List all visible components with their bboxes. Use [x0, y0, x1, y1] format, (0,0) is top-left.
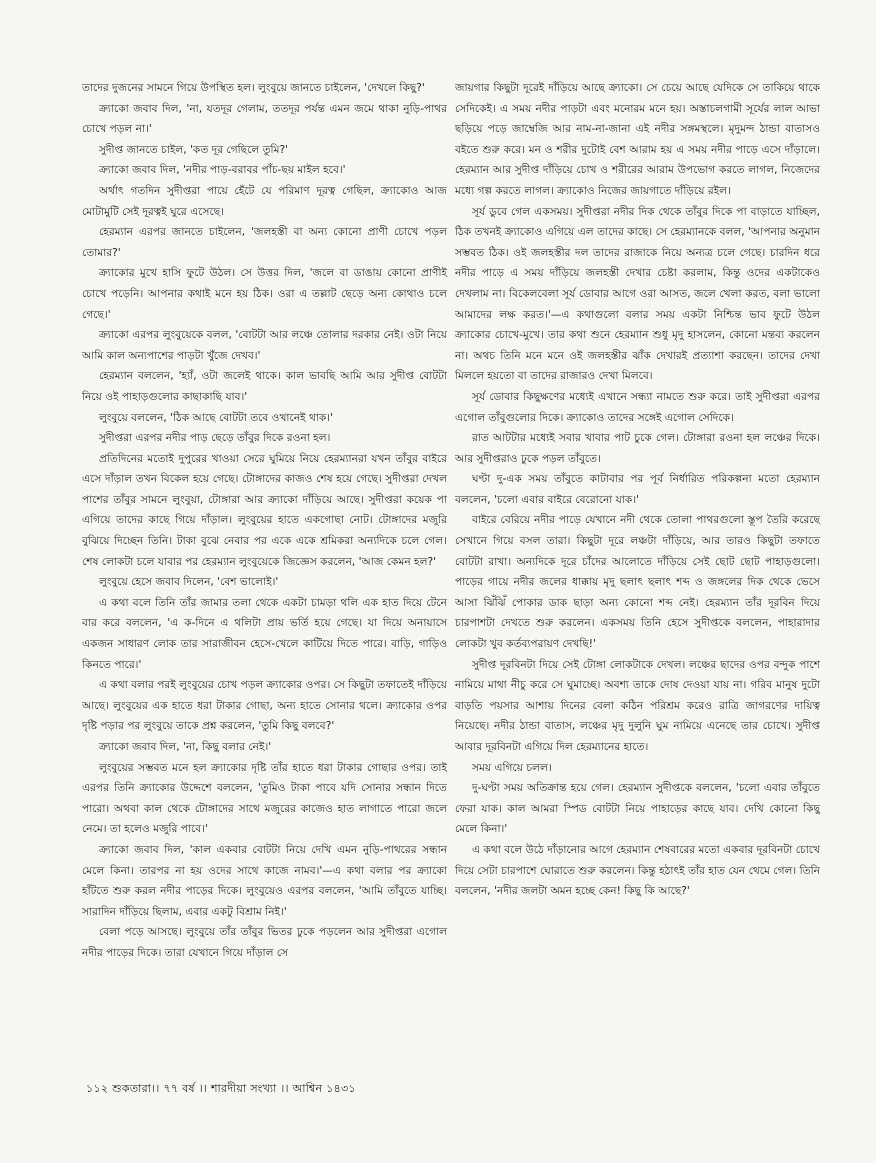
paragraph: সুদীপ্ত দূরবিনটা দিয়ে সেই টোঙ্গা লোকটাকে দেখল। লঞ্চের ছাদের ওপর বন্দুক পাশে নামিয়ে মাথা নীচু করে সে ঘুমাচ্ছে। অবশ্য তাকে দোষ দেওয়া যায় না। গরিব মানুষ দুটো বাড়তি পয়সার আশায় দিনের বেলা কঠিন পরিশ্রম করেও রাত্রি জাগরণের দায়িত্ব নিয়েছে। নদীর ঠান্ডা বাতাস, লঞ্চের মৃদু দুলুনি ঘুম নামিয়ে এনেছে তার চোখে। সুদীপ্ত আবার দূরবিনটা এগিয়ে দিল হেরম্যানের হাতে।: [455, 658, 820, 753]
paragraph: ক্র্যাকোর মুখে হাসি ফুটে উঠল। সে উত্তর দিল, 'জলে বা ডাঙায় কোনো প্রাণীই চোখে পড়েনি। আপনার কথাই মনে হয় ঠিক। ওরা এ তল্লাট ছেড়ে অন্য কোথাও চলে গেছে।': [82, 267, 447, 321]
paragraph: জায়গার কিছুটা দূরেই দাঁড়িয়ে আছে ক্র্যাকো। সে চেয়ে আছে যেদিকে সে তাকিয়ে থাকে সেদিকেই। এ সময় নদীর পাড়টা এবং মনোরম মনে হয়। অস্তাচলগামী সূর্যের লাল আভা ছড়িয়ে পড়ে জাম্বেজি আর নাম-না-জানা এই নদীর সঙ্গমস্থলে। মৃদুমন্দ ঠান্ডা বাতাসও বইতে শুরু করে। মন ও শরীর দুটোই বেশ আরাম হয় এ সময় নদীর পাড়ে এসে দাঁড়ালে। হেরম্যান আর সুদীপ্ত দাঁড়িয়ে চোখ ও শরীরের আরাম উপভোগ করতে লাগল, নিজেদের মধ্যে গল্প করতে লাগল। ক্র্যাকোও নিজের জায়গাতে দাঁড়িয়ে রইল।: [455, 82, 820, 197]
paragraph: লুংবুয়ে বললেন, 'ঠিক আছে বোটটা তবে ওখানেই থাক।': [98, 411, 333, 424]
paragraph: লুংবুয়ে হেসে জবাব দিলেন, 'বেশ ভালোই।': [98, 576, 279, 589]
paragraph: হেরম্যান এরপর জানতে চাইলেন, 'জলহস্তী বা অন্য কোনো প্রাণী চোখে পড়ল তোমার?': [82, 226, 447, 259]
page-footer: ১১২ শুকতারা।। ৭৭ বর্ষ ।। শারদীয়া সংখ্যা ।। আশ্বিন ১৪৩১: [86, 1082, 356, 1095]
paragraph: দু-ঘণ্টা সময় অতিক্রান্ত হয়ে গেল। হেরম্যান সুদীপ্তকে বললেন, 'চলো এবার তাঁবুতে ফেরা যাক। কাল আমরা স্পিড বোটটা নিয়ে পাহাড়ের কাছে যাব। দেখি কোনো কিছু মেলে কিনা।': [455, 782, 820, 836]
paragraph: ক্র্যাকো জবাব দিল, 'নদীর পাড়-বরাবর পাঁচ-ছয় মাইল হবে।': [98, 164, 346, 177]
paragraph: প্রতিদিনের মতোই দুপুরের খাওয়া সেরে ঘুমিয়ে নিয়ে হেরম্যানরা যখন তাঁবুর বাইরে এসে দাঁড়াল তখন বিকেল হয়ে গেছে। টোঙ্গাদের কাজও শেষ হয়ে গেছে। সুদীপ্তরা দেখল পাশের তাঁবুর সামনে লুংবুয়া, টোঙ্গারা আর ক্র্যাকো দাঁড়িয়ে আছে। সুদীপ্তরা কয়েক পা এগিয়ে তাদের কাছে গিয়ে দাঁড়াল। লুংবুয়ের হাতে একগোছা নোট। টোঙ্গাদের মজুরি বুঝিয়ে দিচ্ছেন তিনি। টাকা বুঝে নেবার পর একে একে শ্রমিকরা অন্যদিকে চলে গেল। শেষ লোকটা চলে যাবার পর হেরম্যান লুংবুয়েকে জিজ্ঞেস করলেন, 'আজ কেমন হল?': [82, 452, 447, 568]
paragraph: এ কথা বলে তিনি তাঁর জামার তলা থেকে একটা চামড়া থলি এক হাত দিয়ে টেনে বার করে বললেন, 'এ ক-দিনে এ থলিটা প্রায় ভর্তি হয়ে গেছে। যা দিয়ে অনায়াসে একজন সাধারণ লোক তার সারাজীবন হেসে-খেলে কাটিয়ে দিতে পারে। বাড়ি, গাড়িও কিনতে পারে।': [82, 596, 447, 671]
paragraph: ক্র্যাকো জবাব দিল, 'কাল একবার বোটটা নিয়ে দেখি এমন নুড়ি-পাথরের সন্ধান মেলে কিনা। তারপর না হয় ওদের সাথে কাজে নামব।'—এ কথা বলার পর ক্র্যাকো হাঁটতে শুরু করল নদীর পাড়ের দিকে। লুংবুয়েও এরপর বললেন, 'আমি তাঁবুতে যাচ্ছি। সারাদিন দাঁড়িয়ে ছিলাম, এবার একটু বিশ্রাম নিই।': [82, 843, 447, 918]
paragraph: সুদীপ্তরা এরপর নদীর পাড় ছেড়ে তাঁবুর দিকে রওনা হল।: [98, 432, 331, 445]
paragraph: হেরম্যান বললেন, 'হ্যাঁ, ওটা জলেই থাকে। কাল ভাবছি আমি আর সুদীপ্ত বোটটা নিয়ে ওই পাহাড়গুলোর কাছাকাছি যাব।': [82, 370, 447, 403]
paragraph: ক্র্যাকো এরপর লুংবুয়েকে বলল, 'বোটটা আর লঞ্চে তোলার দরকার নেই। ওটা নিয়ে আমি কাল অন্যপাশের পাড়টা খুঁজে দেখব।': [82, 329, 447, 362]
paragraph: লুংবুয়ের সম্ভবত মনে হল ক্র্যাকোর দৃষ্টি তাঁর হাতে ধরা টাকার গোছার ওপর। তাই এরপর তিনি ক্র্যাকোর উদ্দেশে বললেন, 'তুমিও টাকা পাবে যদি সোনার সন্ধান দিতে পারো। অথবা কাল থেকে টোঙ্গাদের সাথে মজুরের কাজেও হাত লাগাতে পারো জলে নেমে। তা হলেও মজুরি পাবে।': [82, 761, 447, 836]
paragraph: এ কথা বলার পরই লুংবুয়ের চোখ পড়ল ক্র্যাকোর ওপর। সে কিছুটা তফাতেই দাঁড়িয়ে আছে। লুংবুয়ের এক হাতে ধরা টাকার গোছা, অন্য হাতে সোনার থলে। ক্র্যাকোর ওপর দৃষ্টি পড়ার পর লুংবুয়ে তাকে প্রশ্ন করলেন, 'তুমি কিছু বলবে?': [82, 679, 447, 733]
paragraph: অর্থাৎ গতদিন সুদীপ্তরা পায়ে হেঁটে যে পরিমাণ দূরত্ব গেছিল, ক্র্যাকোও আজ মোটামুটি সেই দূরত্বই ঘুরে এসেছে।: [82, 184, 447, 218]
paragraph: রাত আটটার মধ্যেই সবার খাবার পাট চুকে গেল। টোঙ্গারা রওনা হল লঞ্চের দিকে। আর সুদীপ্তরাও ঢুকে পড়ল তাঁবুতে।: [455, 432, 820, 465]
paragraph: সুদীপ্ত জানতে চাইল, 'কত দূর গেছিলে তুমি?': [98, 143, 289, 156]
paragraph: বেলা পড়ে আসছে। লুংবুয়ে তাঁর তাঁবুর ভিতর ঢুকে পড়লেন আর সুদীপ্তরা এগোল নদীর পাড়ের দিকে। তারা যেখানে গিয়ে দাঁড়াল সে: [82, 926, 447, 959]
paragraph: তাদের দুজনের সামনে গিয়ে উপস্থিত হল। লুংবুয়ে জানতে চাইলেন, 'দেখলে কিছু?': [82, 82, 425, 94]
paragraph: সময় এগিয়ে চলল।: [471, 761, 552, 774]
paragraph: সূর্য ডুবে গেল একসময়। সুদীপ্তরা নদীর দিক থেকে তাঁবুর দিকে পা বাড়াতে যাচ্ছিল, ঠিক তখনই ক্র্যাকোও এগিয়ে এল তাদের কাছে। সে হেরম্যানকে বলল, 'আপনার অনুমান সম্ভবত ঠিক। ওই জলহস্তীর দল তাদের রাজাকে নিয়ে অন্যত্র চলে গেছে। চারদিন ধরে নদীর পাড়ে এ সময় দাঁড়িয়ে জলহস্তী দেখার চেষ্টা করলাম, কিন্তু ওদের একটাকেও দেখলাম না। বিকেলবেলা সূর্য ডোবার আগে ওরা আসত, জলে খেলা করত, বলা ভালো আমাদের লক্ষ করত।'—এ কথাগুলো বলার সময় একটা নিশ্চিন্ত ভাব ফুটে উঠল ক্র্যাকোর চোখে-মুখে। তার কথা শুনে হেরম্যান শুধু মৃদু হাসলেন, কোনো মন্তব্য করলেন না। অথচ তিনি মনে মনে ওই জলহস্তীর ঝাঁক দেখারই প্রত্যাশা করছেন। তাদের দেখা মিললে হয়তো বা তাদের রাজারও দেখা মিলবে।: [455, 205, 820, 383]
paragraph: এ কথা বলে উঠে দাঁড়ানোর আগে হেরম্যান শেষবারের মতো একবার দূরবিনটা চোখে দিয়ে সেটা চারপাশে ঘোরাতে শুরু করলেন। কিন্তু হঠাৎই তাঁর হাত যেন থেমে গেল। তিনি বললেন, 'নদীর জলটা অমন হচ্ছে কেন! কিছু কি আছে?': [455, 843, 820, 898]
paragraph: সূর্য ডোবার কিছুক্ষণের মধ্যেই এখানে সন্ধ্যা নামতে শুরু করে। তাই সুদীপ্তরা এরপর এগোল তাঁবুগুলোর দিকে। ক্র্যাকোও তাদের সঙ্গেই এগোল সেদিকে।: [455, 390, 820, 424]
paragraph: ঘণ্টা দু-এক সময় তাঁবুতে কাটাবার পর পূর্ব নির্ধারিত পরিকল্পনা মতো হেরম্যান বললেন, 'চলো এবার বাইরে বেরোনো যাক।': [455, 473, 820, 506]
left-column: [82, 78, 447, 964]
paragraph: ক্র্যাকো জবাব দিল, 'না, যতদূর গেলাম, ততদূর পর্যন্ত এমন জমে থাকা নুড়ি-পাথর চোখে পড়ল না।': [82, 102, 447, 136]
right-column: [455, 78, 820, 902]
paragraph: ক্র্যাকো জবাব দিল, 'না, কিছু বলার নেই।': [98, 741, 272, 753]
paragraph: বাইরে বেরিয়ে নদীর পাড়ে যেখানে নদী থেকে তোলা পাথরগুলো স্তূপ তৈরি করেছে সেখানে গিয়ে বসল তারা। কিছুটা দূরে লঞ্চটা দাঁড়িয়ে, আর তারও কিছুটা তফাতে বোটটা রাখা। অন্যদিকে দূরে চাঁদের আলোতে দাঁড়িয়ে সেই ছোট ছোট পাহাড়গুলো। পাড়ের গায়ে নদীর জলের ধাক্কায় মৃদু ছলাৎ ছলাৎ শব্দ ও জঙ্গলের দিক থেকে ভেসে আসা ঝিঁঝিঁ পোকার ডাক ছাড়া অন্য কোনো শব্দ নেই। হেরম্যান তাঁর দূরবিন দিয়ে চারপাশটা দেখতে শুরু করলেন। একসময় তিনি হেসে সুদীপ্তকে বললেন, পাহারাদার লোকটা খুব কর্তব্যপরায়ণ দেখছি!': [455, 514, 820, 651]
